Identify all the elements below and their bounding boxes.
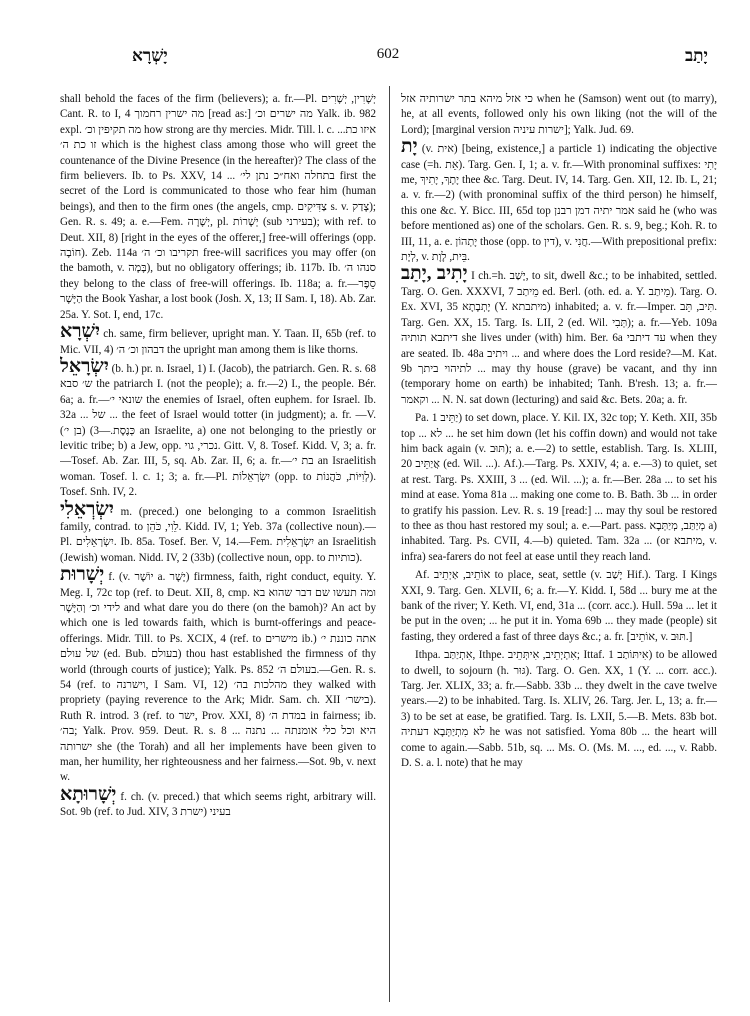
left-column — [60, 88, 376, 1000]
entry-text: ch. same, firm believer, upright man. Y. Taan. II, 65b (ref. to Mic. VII, 4) דבהון וכ׳ ה׳ the upright man among them is like thorns. — [60, 328, 376, 356]
entry-headword: יְשָׁרוּת — [60, 564, 105, 586]
entry-subsection — [401, 645, 717, 771]
page-header — [60, 46, 716, 68]
column-divider — [389, 86, 390, 1002]
entry-text: Pa. יַתֵּיב 1) to set down, place. Y. Kil. IX, 32c top; Y. Keth. XII, 35b top ... לא ... he set him down (let his coffin down) and would not take him back again (v. תּוּב); a. e.—2) to settle, establish. Targ. Is. XLIII, 20 אֲיַתֵּיב (ed. Wil. ...). Af.).—Targ. Ps. XXIV, 4; a. e.—3) to quiet, set at rest. Targ. Ps. XXIII, 3 ... (ed. Wil. ...); a. fr.—Ber. 28a ... to set his mind at ease. Yoma 81a ... making one come to. B. Bath. 3b ... in order to gratify his passion. Lev. R. s. 19 [read:] ... may thy soul be restored to thee as thou hast restored my soul; a. e.—Part. pass. מְיַתַּב, מְיַתְּבָא a) inhabited. Targ. Ps. CVII, 4.—b) quieted. Tam. 32a ... (or מיתבא, v. infra) sea-farers do not feel at ease until they reach land. — [401, 412, 717, 563]
entry-headword: יָת — [401, 136, 418, 158]
dictionary-entry — [60, 783, 376, 821]
entry-text: כי אזל מיהא בתר ישרותיה אזל when he (Samson) went out (to marry), he, at all events, followed only his own liking (not the will of the Lord); [marginal version ישרות עיניה]; Yalk. Jud. 69. — [401, 93, 717, 136]
dictionary-entry — [60, 498, 376, 567]
page-number: 602 — [376, 46, 400, 62]
entry-text: I ch.=h. יָשַׁב, to sit, dwell &c.; to be inhabited, settled. Targ. O. Gen. XXXVI, 7 מֵיתַב ed. Berl. (oth. ed. a. Y. מֵיתַב). Targ. O. Ex. XVI, 35 יָתְבָתָא (Y. מיתבתא) inhabited; a. v. fr.—Imper. תִּיב, תֵּב. Targ. Gen. XX, 15. Targ. Is. LII, 2 (ed. Wil. תְּבִי); a. fr.—Yeb. 109a דיתבא תותיה she lives under (with) him. Ber. 6a עד דיתבי when they are seated. Ib. 48a ויתיב ... and where does the Lord reside?—M. Kat. 9b לתיהוי ביתך ... may thy house (grave) be vacant, and thy inn (temporary home on earth) be inhabited; Tanh. B'resh. 13; a. fr.—וקאמר ... N. N. sat down (lecturing) and said &c. Bets. 20a; a. fr. — [401, 270, 717, 406]
dictionary-entry — [401, 265, 717, 408]
entry-headword: יִשְׂרְאֵלִי — [60, 498, 114, 520]
entry-text: f. (v. יוֹשֶׁר a. יָשָׁר) firmness, faith, right conduct, equity. Y. Meg. I, 72c top (ref. to Deut. XII, 8, cmp. ומה תעשו שם דבר שהוא בא לידי וכ׳ וְהַיָּשָׁר and what dare you do there (on the bamoh)? An act by which one is led towards faith, which is burnt-offerings and peace-offerings. Midr. Till. to Ps. XCIX, 4 (ref. to מישרים ib.) אתה כוננת י׳ של עולם (ed. Bub. בעולם) thou hast established the firmness of thy world (through courts of justice); Yalk. Ps. 852 בעולם ה׳.—Gen. R. s. 54 (ref. to וישרנה, I Sam. VI, 12) מהלכות בה׳ they walked with propriety (paying reverence to the Ark; Midr. Sam. ch. XII בישר׳). Ruth R. introd. 3 (ref. to ישר, Prov. XXI, 8) במדת ה׳ in fairness; ib. בה׳; Yalk. Prov. 959. Deut. R. s. 8 היא וכל כלי אומנתה ... נתנה ... ישרותה she (the Torah) and all her implements have been given to man, her humility, her righteousness and her fairness.—Sot. 9b, v. next w. — [60, 571, 376, 784]
dictionary-entry — [401, 138, 717, 265]
dictionary-entry — [60, 88, 376, 323]
right-column — [401, 88, 717, 1000]
running-headword-right: יָתַב — [684, 46, 708, 65]
entry-subsection — [401, 408, 717, 565]
entry-text: Af. אוֹתֵיב, אַיְתֵיב to place, seat, settle (v. יָשַׁב Hif.). Targ. I Kings XXI, 9. Targ. Gen. XLVII, 6; a. fr.—Y. Kidd. I, 58d ... bury me at the bank of the river; Y. Keth. VI, end, 31a ... (corr. acc.). Hull. 59a ... let it be put in the oven; ... he put it in. Yoma 69b ... they made (people) sit fasting, they ordered a fast of three days &c.; a. fr. [אוֹתֵיב, v. תּוּב.] — [401, 569, 717, 643]
entry-headword: יְשָׁרוּתָא — [60, 783, 117, 805]
entry-text: shall behold the faces of the firm (believers); a. fr.—Pl. יְשָׁרִין, יְשָׁרִים Cant. R. to I, 4 מה ישרין רחמוך [read as:] מה ישרים וכ׳ Yalk. ib. 982 expl. מה תקיפין וכ׳ how strong are thy mercies. Midr. Till. l. c. איזו כת... זו כת ה׳ which is the highest class among those who will greet the countenance of the Divine Presence (in the hereafter)? The class of the firm believers. Ib. to Ps. XXV, 14 ... בתחלה ואח״כ נתן לי׳ first the secret of the Lord is communicated to those who fear him (human beings), and then to the firm ones (the angels, cmp. צַדִּיקִים s. v. צָדַק); Gen. R. s. 49; a. e.—Fem. יְשָׁרָה, pl. יְשָׁרוֹת (sub בעירני); with ref. to Deut. XII, 8) [right in the eyes of the offerer,] free-will offerings (opp. חוֹבָה). Zeb. 114a תקריבו וכ׳ ה׳ free-will sacrifices you may offer (on the bamoth, v. בָּמָה), but no obligatory offerings; ib. 117b. Ib. סנהו ה׳ they belong to the class of free-will offerings. Ib. 118a; a. fr.—סֵפֶר הַיָּשָׁר the Book Yashar, a lost book (Josh. X, 13; II Sam. I, 18). Ab. Zar. 25a. Y. Sot. I, end, 17c. — [60, 93, 376, 321]
entry-headword: יִשְׁרָא — [60, 321, 100, 343]
dictionary-entry — [60, 355, 376, 501]
dictionary-entry — [60, 566, 376, 786]
entry-headword: יָתִיב ,יָתַב — [401, 263, 468, 285]
entry-headword: יִשְׂרָאֵל — [60, 355, 109, 377]
dictionary-entry — [401, 88, 717, 138]
entry-text: Ithpa. אִתְיַתַּב, Ithpe. אִתְיְתֵיב, אִיתְּתֵיב; Ittaf. אִיתּוֹתַב 1) to be allowed to dwell, to sojourn (h. גּוּר). Targ. O. Gen. XX, 1 (Y. ... corr. acc.). Targ. Jer. XLIX, 33; a. fr.—Sabb. 33b ... they dwelt in the cave twelve years.—2) to be inhabited. Targ. Is. XLIV, 26. Targ. Jer. L, 13; a. fr.—3) to be set at ease, be gratified. Targ. Is. LXII, 5.—B. Mets. 83b bot. לא מִתְיַתְּבָא דעתיה he was not satisfied. Yoma 80b ... the heart will come to again.—Sabb. 51b, sq. ... Ms. O. (Ms. M. ..., ed. ..., v. Rabb. D. S. a. l. note) that he may — [401, 649, 717, 770]
dictionary-entry — [60, 323, 376, 358]
entry-text: (b. h.) pr. n. Israel, 1) I. (Jacob), the patriarch. Gen. R. s. 68 ש׳ סבא the patriarch I. (not the people); a. fr.—2) I., the people. Bér. 6a; a. fr.—שונאי י׳ the enemies of Israel, often euphem. for Israel. Ib. 32a ... של ... the feet of Israel would totter (in judgment); a. fr. —V. כְּנֶסֶת.—3) (בן י׳) an Israelite, a) one not belonging to the priestly or levitic tribe; b) a Jew, opp. נכרי, גוי. Gitt. V, 8. Tosef. Kidd. V, 3; a. fr.—Tosef. Ab. Zar. III, 5, sq. Ab. Zar. II, 6; a. fr.—בת י׳ an Israelitish woman. Tosef. l. c. 1; 3; a. fr.—Pl. יִשְׂרְאֵלוֹת (opp. to לְוִיּוֹת, כֹּהֲנוֹת). Tosef. Snh. IV, 2. — [60, 362, 376, 499]
entry-text: (v. אית) [being, existence,] a particle 1) indicating the objective case (=h. אֵת). Targ. Gen. I, 1; a. v. fr.—With pronominal suffixes: יָתִי me, יָתָךְ, יָתִיךְ thee &c. Targ. Deut. IV, 14. Targ. Gen. XII, 12. Ib. L, 21; a. v. fr.—2) (with pronominal suffix of the third person) he himself, this one &c. Y. Bicc. III, 65d top אמר יתיה דמן רבנן said he (who was before mentioned as) one of the scholars. Gen. R. s. 9, beg.; Koh. R. to III, 11, a. e. יָתְהוֹן those (opp. to דין), v. חֲנִי.—With prepositional prefix: לְיָת, v. בֵּית, לָוָת. — [401, 143, 717, 264]
entry-text: m. (preced.) one belonging to a common Israelitish family, contrad. to לֵוִי, כֹּהֵן. Kidd. IV, 1; Yeb. 37a (collective noun).—Pl. יִשְׂרְאֵלִים. Ib. 85a. Tosef. Ber. V, 14.—Fem. יִשְׂרְאֵלִית an Israelitish (Jewish) woman. Nidd. IV, 2 (33b) (collective noun, opp. to כותיות). — [60, 505, 376, 564]
entry-subsection — [401, 565, 717, 645]
running-headword-left: יָשְׁרָא — [132, 46, 168, 65]
entry-text: f. ch. (v. preced.) that which seems right, arbitrary will. Sot. 9b (ref. to Jud. XIV, 3 בעיני (ישרת — [60, 790, 376, 819]
